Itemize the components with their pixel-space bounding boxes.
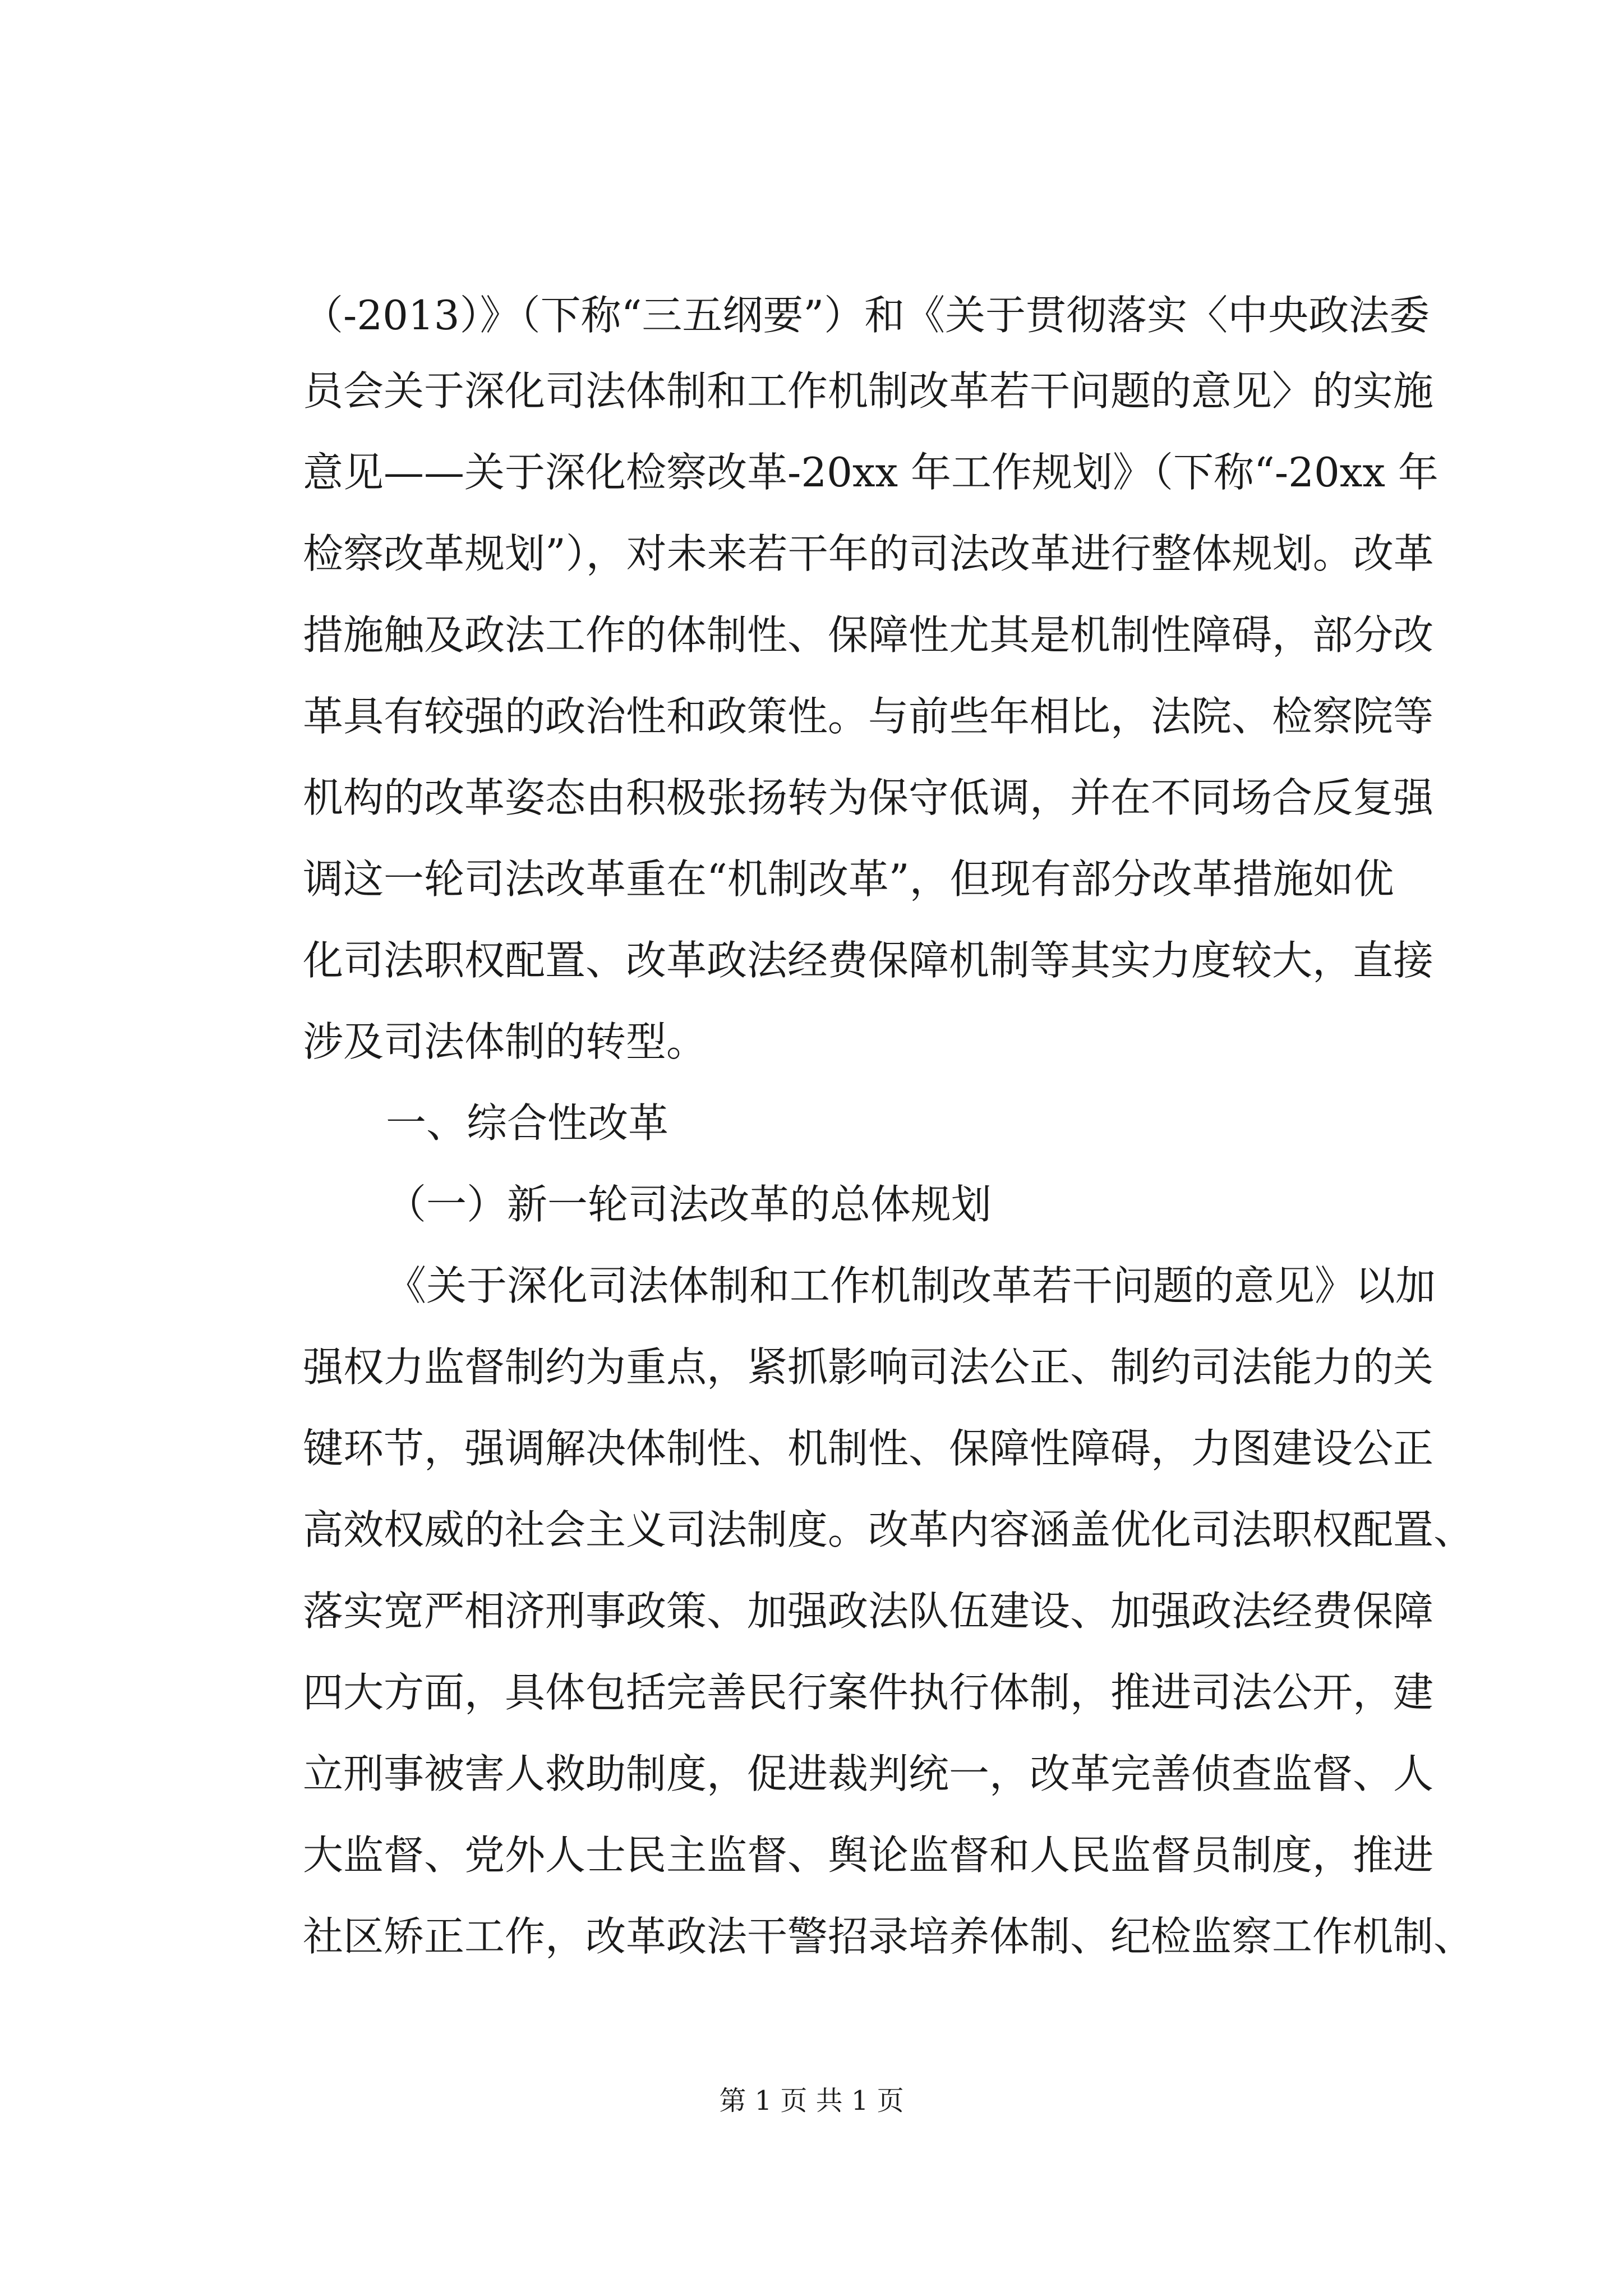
- paragraph2-line-6: 四大方面，具体包括完善民行案件执行体制，推进司法公开，建: [303, 1669, 1434, 1716]
- paragraph-line-8: 调这一轮司法改革重在“机制改革”，但现有部分改革措施如优: [303, 855, 1394, 903]
- paragraph2-line-8: 大监督、党外人士民主监督、舆论监督和人民监督员制度，推进: [303, 1832, 1434, 1879]
- paragraph-line-3: 意见——关于深化检察改革-20xx 年工作规划》（下称“-20xx 年: [303, 449, 1438, 496]
- paragraph2-line-9: 社区矫正工作，改革政法干警招录培养体制、纪检监察工作机制、: [303, 1913, 1474, 1960]
- paragraph-line-4: 检察改革规划”），对未来若干年的司法改革进行整体规划。改革: [303, 530, 1434, 577]
- paragraph-line-2: 员会关于深化司法体制和工作机制改革若干问题的意见〉的实施: [303, 367, 1434, 415]
- paragraph2-line-4: 高效权威的社会主义司法制度。改革内容涵盖优化司法职权配置、: [303, 1506, 1474, 1553]
- paragraph2-line-7: 立刑事被害人救助制度，促进裁判统一，改革完善侦查监督、人: [303, 1750, 1434, 1797]
- section-heading: 一、综合性改革: [386, 1099, 669, 1147]
- paragraph2-line-1: 《关于深化司法体制和工作机制改革若干问题的意见》以加: [386, 1262, 1436, 1309]
- paragraph2-line-2: 强权力监督制约为重点，紧抓影响司法公正、制约司法能力的关: [303, 1343, 1434, 1391]
- document-body: [303, 275, 1474, 1977]
- page-footer: 第 1 页 共 1 页: [719, 2085, 904, 2116]
- paragraph-line-10: 涉及司法体制的转型。: [303, 1018, 707, 1065]
- paragraph-line-9: 化司法职权配置、改革政法经费保障机制等其实力度较大，直接: [303, 937, 1434, 984]
- paragraph2-line-3: 键环节，强调解决体制性、机制性、保障性障碍，力图建设公正: [303, 1425, 1434, 1472]
- subsection-heading: （一）新一轮司法改革的总体规划: [386, 1181, 992, 1228]
- paragraph-line-6: 革具有较强的政治性和政策性。与前些年相比，法院、检察院等: [303, 693, 1434, 740]
- paragraph-line-7: 机构的改革姿态由积极张扬转为保守低调，并在不同场合反复强: [303, 774, 1434, 821]
- paragraph-line-5: 措施触及政法工作的体制性、保障性尤其是机制性障碍，部分改: [303, 611, 1434, 659]
- paragraph-line-1: （-2013）》（下称“三五纲要”）和《关于贯彻落实〈中央政法委: [303, 292, 1430, 339]
- paragraph2-line-5: 落实宽严相济刑事政策、加强政法队伍建设、加强政法经费保障: [303, 1588, 1434, 1635]
